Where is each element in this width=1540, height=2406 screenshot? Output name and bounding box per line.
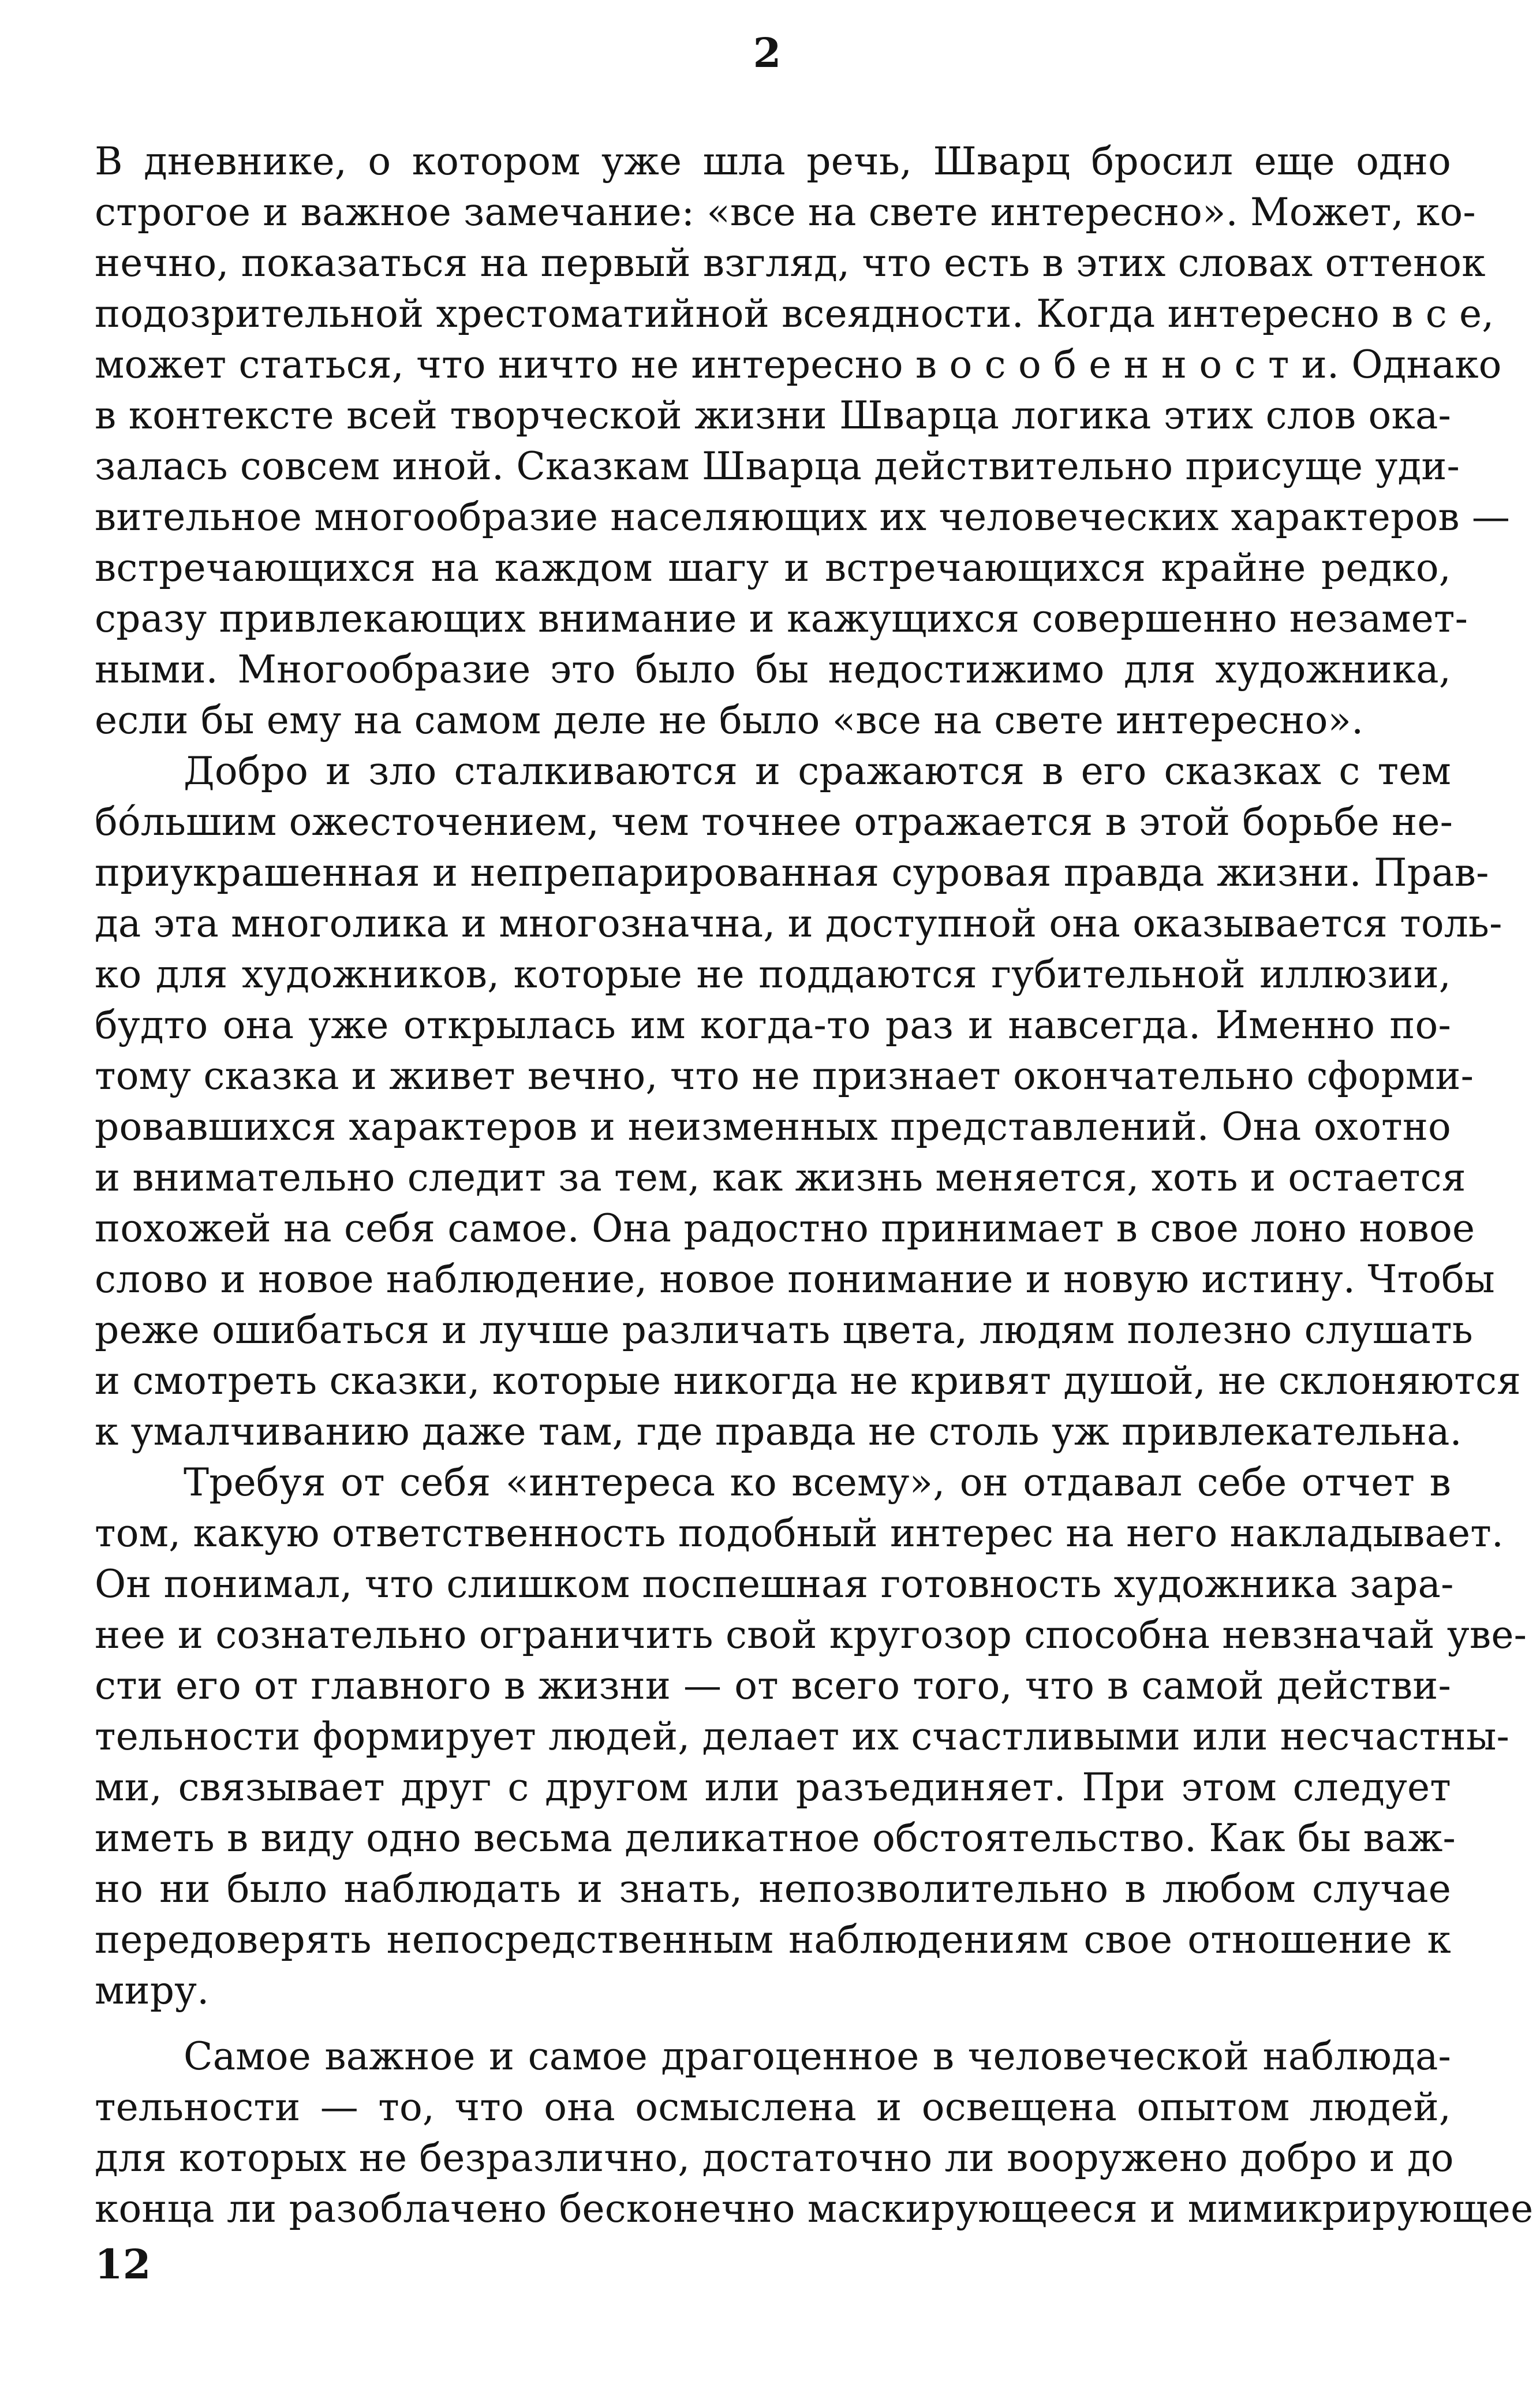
text-line: похожей на себя самое. Она радостно принимает в свое лоно новое (95, 1206, 1475, 1251)
text-line: ко для художников, которые не поддаются губительной иллюзии, (95, 952, 1451, 997)
text-line: будто она уже открылась им когда-то раз и навсегда. Именно по- (95, 1003, 1451, 1047)
text-line: тельности — то, что она осмыслена и освещена опытом людей, (95, 2085, 1451, 2129)
text-line: миру. (95, 1968, 210, 2013)
text-line: Требуя от себя «интереса ко всему», он отдавал себе отчет в (184, 1460, 1451, 1505)
text-line: бóльшим ожесточением, чем точнее отражается в этой борьбе не- (95, 800, 1453, 844)
text-line: тому сказка и живет вечно, что не признает окончательно сформи- (95, 1054, 1474, 1098)
text-line: сти его от главного в жизни — от всего того, что в самой действи- (95, 1663, 1451, 1708)
text-line: ми, связывает друг с другом или разъединяет. При этом следует (95, 1765, 1451, 1810)
top-page-marker: 2 (753, 29, 782, 77)
text-line: Самое важное и самое драгоценное в человеческой наблюда- (184, 2034, 1451, 2079)
text-line: и смотреть сказки, которые никогда не кривят душой, не склоняются (95, 1359, 1521, 1403)
text-line: если бы ему на самом деле не было «все на свете интересно». (95, 698, 1364, 743)
text-line: конца ли разоблачено бесконечно маскирующееся и мимикрирующее (95, 2187, 1534, 2231)
text-line: нее и сознательно ограничить свой кругозор способна невзначай уве- (95, 1613, 1527, 1657)
text-line: иметь в виду одно весьма деликатное обстоятельство. Как бы важ- (95, 1816, 1456, 1860)
text-line: может статься, что ничто не интересно в о с о б е н н о с т и. Однако (95, 342, 1502, 387)
text-line: строгое и важное замечание: «все на свете интересно». Может, ко- (95, 190, 1476, 234)
text-line: и внимательно следит за тем, как жизнь меняется, хоть и остается (95, 1155, 1466, 1200)
text-line: тельности формирует людей, делает их счастливыми или несчастны- (95, 1714, 1510, 1759)
text-line: нечно, показаться на первый взгляд, что есть в этих словах оттенок (95, 241, 1486, 285)
text-line: том, какую ответственность подобный интерес на него накладывает. (95, 1511, 1504, 1555)
text-line: передоверять непосредственным наблюдениям свое отношение к (95, 1918, 1451, 1962)
text-line: но ни было наблюдать и знать, непозволительно в любом случае (95, 1867, 1451, 1911)
text-line: ровавшихся характеров и неизменных представлений. Она охотно (95, 1105, 1451, 1149)
text-line: в контексте всей творческой жизни Шварца логика этих слов ока- (95, 393, 1451, 438)
text-line: залась совсем иной. Сказкам Шварца действительно присуще уди- (95, 444, 1460, 488)
text-line: слово и новое наблюдение, новое понимание и новую истину. Чтобы (95, 1257, 1495, 1301)
text-line: да эта многолика и многозначна, и доступной она оказывается толь- (95, 901, 1502, 946)
text-line: реже ошибаться и лучше различать цвета, людям полезно слушать (95, 1308, 1473, 1352)
text-line: В дневнике, о котором уже шла речь, Шварц бросил еще одно (95, 139, 1451, 184)
text-line: для которых не безразлично, достаточно ли вооружено добро и до (95, 2136, 1454, 2180)
text-line: Добро и зло сталкиваются и сражаются в его сказках с тем (184, 749, 1451, 793)
text-line: Он понимал, что слишком поспешная готовность художника зара- (95, 1562, 1454, 1606)
text-line: к умалчиванию даже там, где правда не столь уж привлекательна. (95, 1409, 1462, 1454)
text-line: приукрашенная и непрепарированная суровая правда жизни. Прав- (95, 851, 1489, 895)
text-line: вительное многообразие населяющих их человеческих характеров — (95, 495, 1511, 539)
text-line: встречающихся на каждом шагу и встречающихся крайне редко, (95, 546, 1451, 590)
text-line: подозрительной хрестоматийной всеядности. Когда интересно в с е, (95, 292, 1494, 336)
text-line: ными. Многообразие это было бы недостижимо для художника, (95, 647, 1451, 692)
page-number: 12 (95, 2240, 151, 2288)
text-line: сразу привлекающих внимание и кажущихся совершенно незамет- (95, 596, 1468, 641)
